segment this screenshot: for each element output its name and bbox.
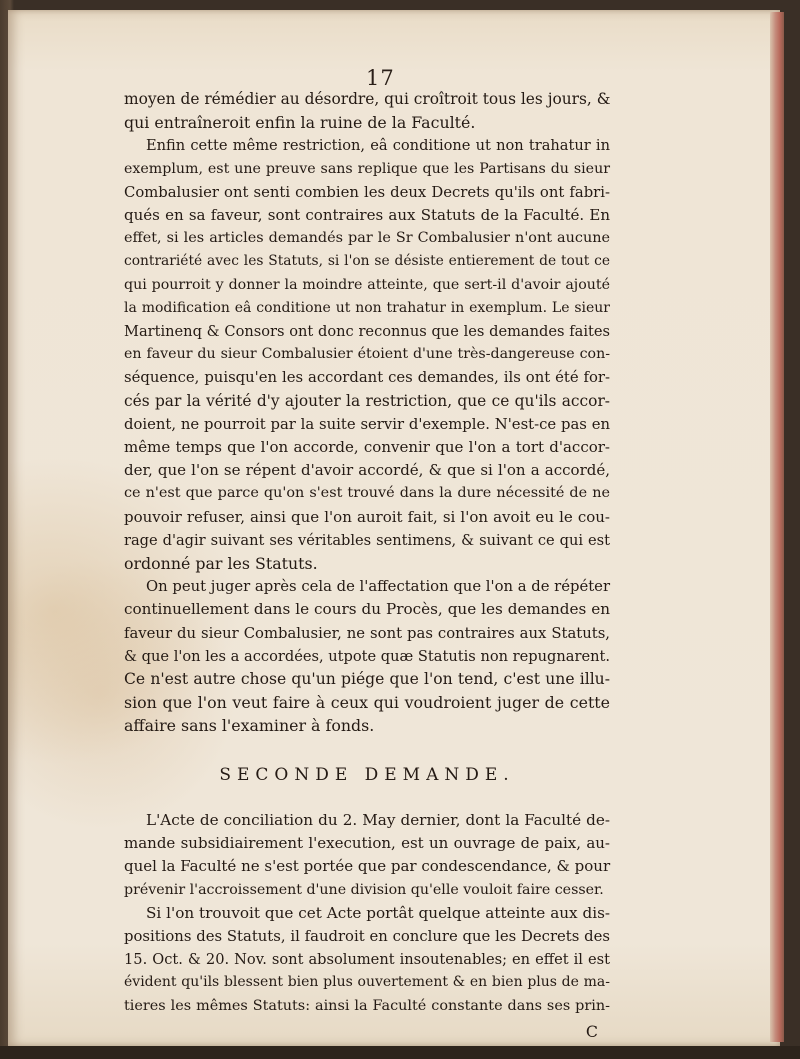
text-line: sion que l'on veut faire à ceux qui voudroient juger de cette [124, 693, 610, 713]
text-line: quel la Faculté ne s'est portée que par condescendance, & pour [124, 857, 611, 876]
text-line: pouvoir refuser, ainsi que l'on auroit fait, si l'on avoit eu le cou- [124, 507, 610, 526]
text-line: prévenir l'accroissement d'une division qu'elle vouloit faire cesser. [124, 881, 604, 898]
text-line: Si l'on trouvoit que cet Acte portât quelque atteinte aux dis- [146, 903, 610, 922]
text-line: doient, ne pourroit par la suite servir d'exemple. N'est-ce pas en [124, 415, 610, 433]
paragraph-5 [124, 902, 610, 1018]
signature-mark: C [585, 1021, 598, 1041]
text-line: faveur du sieur Combalusier, ne sont pas contraires aux Statuts, [124, 624, 610, 642]
text-line: On peut juger après cela de l'affectation que l'on a de répéter [146, 578, 611, 596]
book-shadow [0, 1046, 800, 1059]
text-line: mande subsidiairement l'execution, est un ouvrage de paix, au- [124, 834, 610, 853]
text-line: ce n'est que parce qu'on s'est trouvé dans la dure nécessité de ne [124, 485, 610, 502]
text-line: cés par la vérité d'y ajouter la restriction, que ce qu'ils accor- [124, 391, 610, 410]
text-line: qués en sa faveur, sont contraires aux Statuts de la Faculté. En [124, 206, 610, 225]
text-line: Combalusier ont senti combien les deux Decrets qu'ils ont fabri- [124, 183, 610, 201]
text-line: positions des Statuts, il faudroit en conclure que les Decrets des [124, 927, 610, 945]
page-number: 17 [366, 66, 395, 90]
paragraph-4 [124, 809, 610, 902]
section-heading: SECONDE DEMANDE. [219, 764, 515, 785]
text-line: en faveur du sieur Combalusier étoient d'une très-dangereuse con- [124, 346, 610, 363]
body-text [124, 88, 610, 1043]
text-line: affaire sans l'examiner à fonds. [124, 716, 375, 736]
text-line: exemplum, est une preuve sans replique que les Partisans du sieur [124, 160, 610, 177]
text-line: Ce n'est autre chose qu'un piége que l'on tend, c'est une illu- [124, 670, 610, 689]
paragraph-2 [124, 134, 610, 575]
paragraph-1 [124, 88, 610, 134]
text-line: la modification eâ conditione ut non trahatur in exemplum. Le sieur [124, 299, 610, 316]
page-edge [770, 12, 784, 1042]
text-line: der, que l'on se répent d'avoir accordé, & que si l'on a accordé, [124, 461, 610, 480]
text-line: rage d'agir suivant ses véritables sentimens, & suivant ce qui est [124, 531, 610, 549]
text-line: 15. Oct. & 20. Nov. sont absolument insoutenables; en effet il est [124, 951, 610, 969]
text-line: qui entraîneroit enfin la ruine de la Faculté. [124, 113, 476, 133]
text-line: & que l'on les a accordées, utpote quæ Statutis non repugnarent. [124, 647, 610, 665]
text-line: continuellement dans le cours du Procès, que les demandes en [124, 600, 610, 619]
text-line: moyen de rémédier au désordre, qui croîtroit tous les jours, & [124, 90, 611, 108]
text-line: évident qu'ils blessent bien plus ouvertement & en bien plus de ma- [124, 974, 610, 991]
text-line: L'Acte de conciliation du 2. May dernier, dont la Faculté de- [146, 810, 610, 829]
text-line: Enfin cette même restriction, eâ conditione ut non trahatur in [146, 137, 610, 155]
text-line: Martinenq & Consors ont donc reconnus que les demandes faites [124, 323, 610, 341]
text-line: qui pourroit y donner la moindre atteinte, que sert-il d'avoir ajouté [124, 276, 610, 293]
text-line: effet, si les articles demandés par le Sr Combalusier n'ont aucune [124, 230, 610, 247]
paragraph-3 [124, 575, 610, 737]
text-line: ordonné par les Statuts. [124, 554, 318, 574]
text-line: même temps que l'on accorde, convenir que l'on a tort d'accor- [124, 438, 610, 457]
text-line: contrariété avec les Statuts, si l'on se désiste entierement de tout ce [124, 253, 610, 270]
text-line: tieres les mêmes Statuts: ainsi la Faculté constante dans ses prin- [124, 997, 610, 1014]
text-line: séquence, puisqu'en les accordant ces demandes, ils ont été for- [124, 369, 610, 387]
